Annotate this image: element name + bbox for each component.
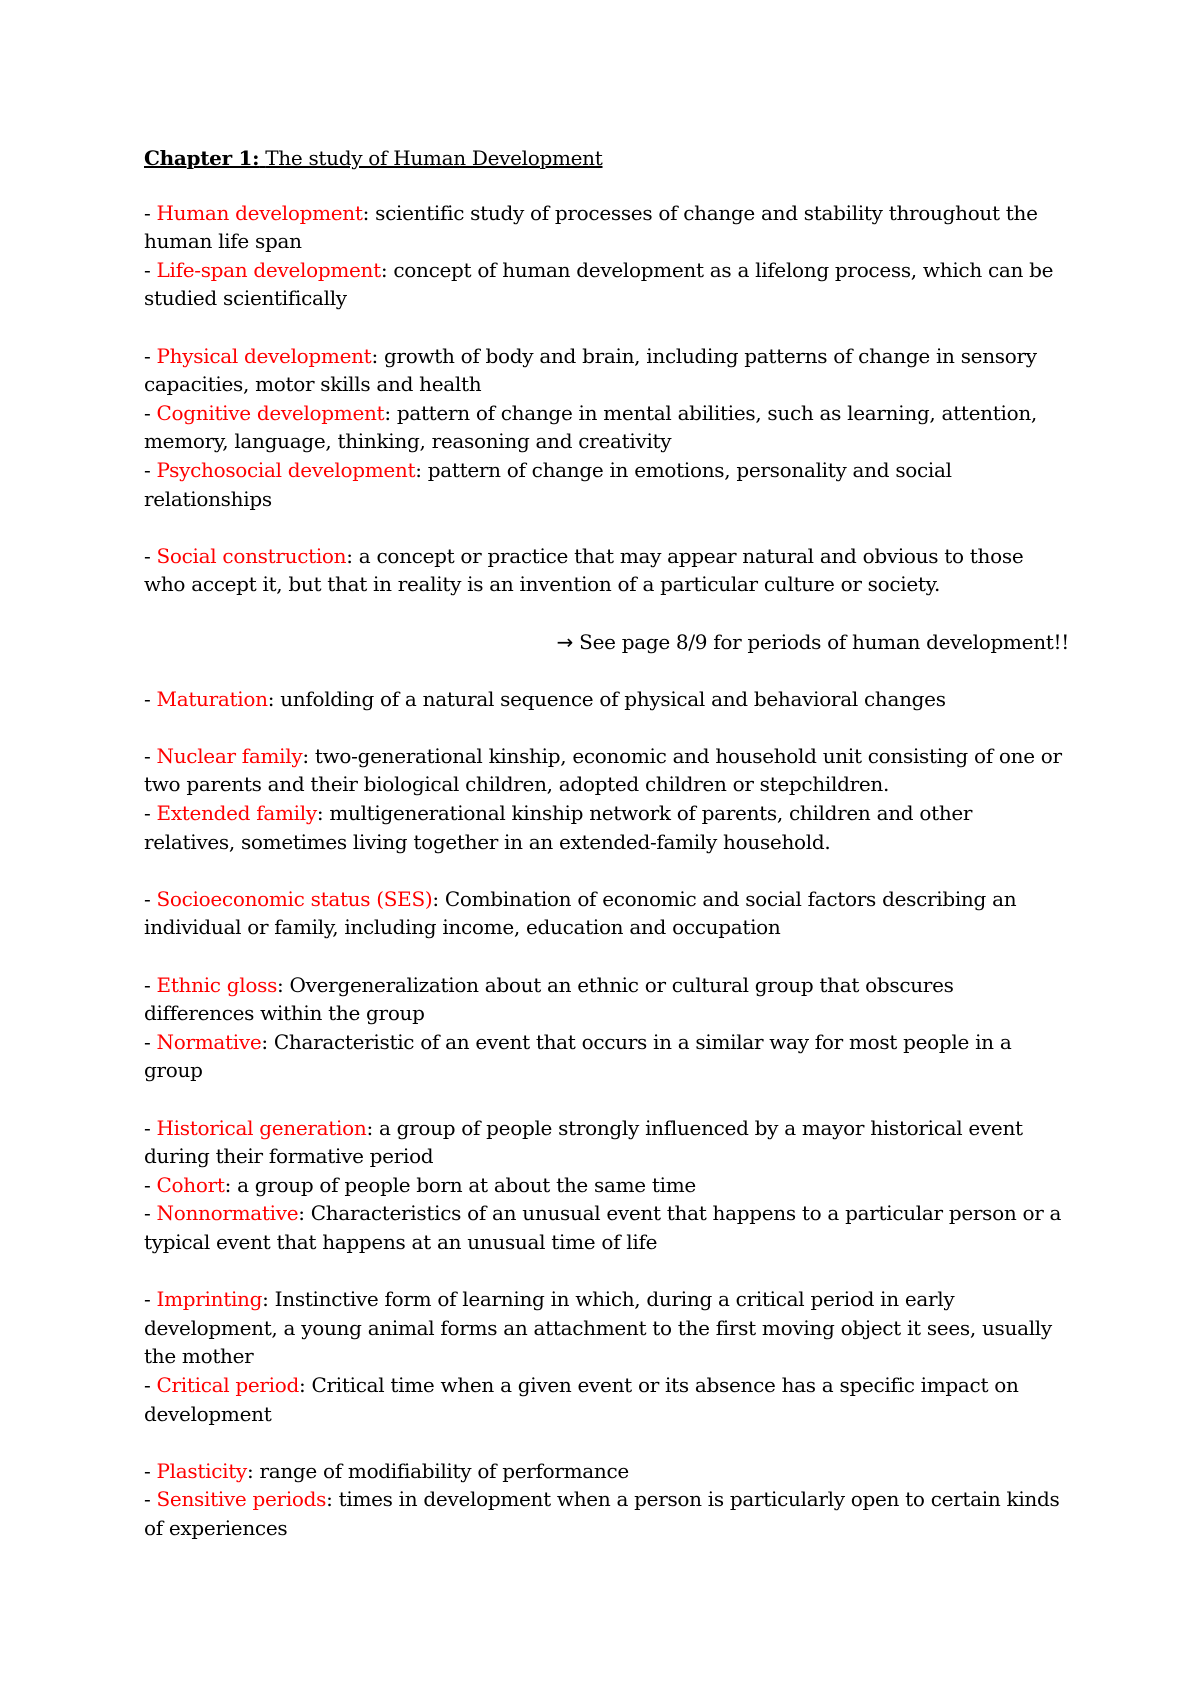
definition-group [144,685,1069,714]
definition-entry-physical-development: - Physical development: growth of body and brain, including patterns of change in sensory capacities, motor skills and health [144,343,1037,397]
term: Maturation [156,686,268,711]
definition: multigenerational kinship network of parents, children and other relatives, sometimes living together in an extended-family household. [144,801,973,854]
term: Critical period [156,1372,300,1397]
definition-entry-cognitive-development: - Cognitive development: pattern of change in mental abilities, such as learning, attention, memory, language, thinking, reasoning and creativity [144,400,1037,454]
definition-entry-life-span-development: - Life-span development: concept of human development as a lifelong process, which can be studied scientifically [144,257,1054,311]
definition: pattern of change in emotions, personality and social relationships [144,457,952,511]
definition-entry-maturation: - Maturation: unfolding of a natural sequence of physical and behavioral changes [144,686,946,711]
definition: Critical time when a given event or its absence has a specific impact on development [144,1372,1019,1426]
definition: Characteristics of an unusual event that happens to a particular person or a typical event that happens at an unusual time of life [144,1201,1062,1254]
arrow-right-icon: → [556,629,574,654]
term: Nonnormative [156,1201,299,1226]
definition-entry-cohort: - Cohort: a group of people born at about the same time [144,1172,696,1197]
definition: Overgeneralization about an ethnic or cultural group that obscures differences within the group [144,972,954,1026]
definition-entry-nonnormative: - Nonnormative: Characteristics of an unusual event that happens to a particular person or a typical event that happens at an unusual time of life [144,1201,1062,1254]
term: Human development [156,200,363,225]
definition-group [144,342,1069,514]
definition-entry-human-development: - Human development: scientific study of processes of change and stability throughout the human life span [144,200,1038,254]
definition-entry-psychosocial-development: - Psychosocial development: pattern of change in emotions, personality and social relationships [144,457,952,511]
definition: scientific study of processes of change and stability throughout the human life span [144,200,1038,254]
chapter-subject: The study of Human Development [265,146,603,170]
definition: times in development when a person is particularly open to certain kinds of experiences [144,1487,1060,1540]
document-page [144,144,1069,1571]
definition: growth of body and brain, including patterns of change in sensory capacities, motor skills and health [144,343,1037,397]
definition-entry-sensitive-periods: - Sensitive periods: times in development when a person is particularly open to certain kinds of experiences [144,1487,1060,1540]
note-text: See page 8/9 for periods of human development!! [579,629,1069,654]
definition: a concept or practice that may appear natural and obvious to those who accept it, but that in reality is an invention of a particular culture or society. [144,543,1024,597]
term: Ethnic gloss [156,972,278,997]
definition-entry-ethnic-gloss: - Ethnic gloss: Overgeneralization about an ethnic or cultural group that obscures differences within the group [144,972,954,1026]
term: Cohort [156,1172,225,1197]
definition-entry-social-construction: - Social construction: a concept or practice that may appear natural and obvious to those who accept it, but that in reality is an invention of a particular culture or society. [144,543,1024,597]
definition-group [144,971,1069,1085]
term: Plasticity [156,1458,247,1483]
term: Sensitive periods [156,1487,327,1512]
definition-entry-plasticity: - Plasticity: range of modifiability of performance [144,1458,629,1483]
definition: two-generational kinship, economic and household unit consisting of one or two parents and their biological children, adopted children or stepchildren. [144,743,1062,797]
definition: a group of people strongly influenced by a mayor historical event during their formative period [144,1115,1023,1169]
definition-entry-historical-generation: - Historical generation: a group of people strongly influenced by a mayor historical event during their formative period [144,1115,1023,1169]
glossary-body [144,199,1069,1543]
definition-entry-normative: - Normative: Characteristic of an event that occurs in a similar way for most people in a group [144,1029,1012,1083]
definition-entry-imprinting: - Imprinting: Instinctive form of learning in which, during a critical period in early development, a young animal forms an attachment to the first moving object it sees, usually the mother [144,1287,1052,1369]
definition: Combination of economic and social factors describing an individual or family, including income, education and occupation [144,886,1017,940]
definition-group [144,542,1069,599]
definition-entry-extended-family: - Extended family: multigenerational kinship network of parents, children and other relatives, sometimes living together in an extended-family household. [144,801,973,854]
definition: Instinctive form of learning in which, during a critical period in early development, a young animal forms an attachment to the first moving object it sees, usually the mother [144,1287,1052,1369]
definition-group [144,1285,1069,1428]
definition-group [144,742,1069,856]
chapter-number: Chapter 1: [144,146,260,170]
definition-group [144,1457,1069,1543]
term: Nuclear family [156,743,303,768]
term: Cognitive development [156,400,385,425]
definition: Characteristic of an event that occurs in a similar way for most people in a group [144,1029,1012,1083]
term: Extended family [156,801,317,826]
definition-group [144,1114,1069,1257]
definition: a group of people born at about the same time [237,1172,696,1197]
definition: concept of human development as a lifelong process, which can be studied scientifically [144,257,1054,311]
term: Normative [156,1029,262,1054]
cross-reference-note [144,628,1069,657]
definition-group [144,885,1069,942]
term: Imprinting [156,1287,263,1312]
term: Socioeconomic status (SES) [156,886,433,911]
term: Social construction [156,543,347,568]
definition: range of modifiability of performance [259,1458,629,1483]
definition-entry-critical-period: - Critical period: Critical time when a given event or its absence has a specific impact on development [144,1372,1019,1426]
chapter-title [144,144,1069,173]
definition-group [144,199,1069,313]
definition-entry-nuclear-family: - Nuclear family: two-generational kinship, economic and household unit consisting of one or two parents and their biological children, adopted children or stepchildren. [144,743,1062,797]
term: Physical development [156,343,372,368]
term: Life-span development [156,257,381,282]
definition: pattern of change in mental abilities, such as learning, attention, memory, language, thinking, reasoning and creativity [144,400,1037,454]
term: Psychosocial development [156,457,416,482]
definition-entry-socioeconomic-status-ses: - Socioeconomic status (SES): Combination of economic and social factors describing an individual or family, including income, education and occupation [144,886,1017,940]
term: Historical generation [156,1115,367,1140]
definition: unfolding of a natural sequence of physical and behavioral changes [280,686,946,711]
